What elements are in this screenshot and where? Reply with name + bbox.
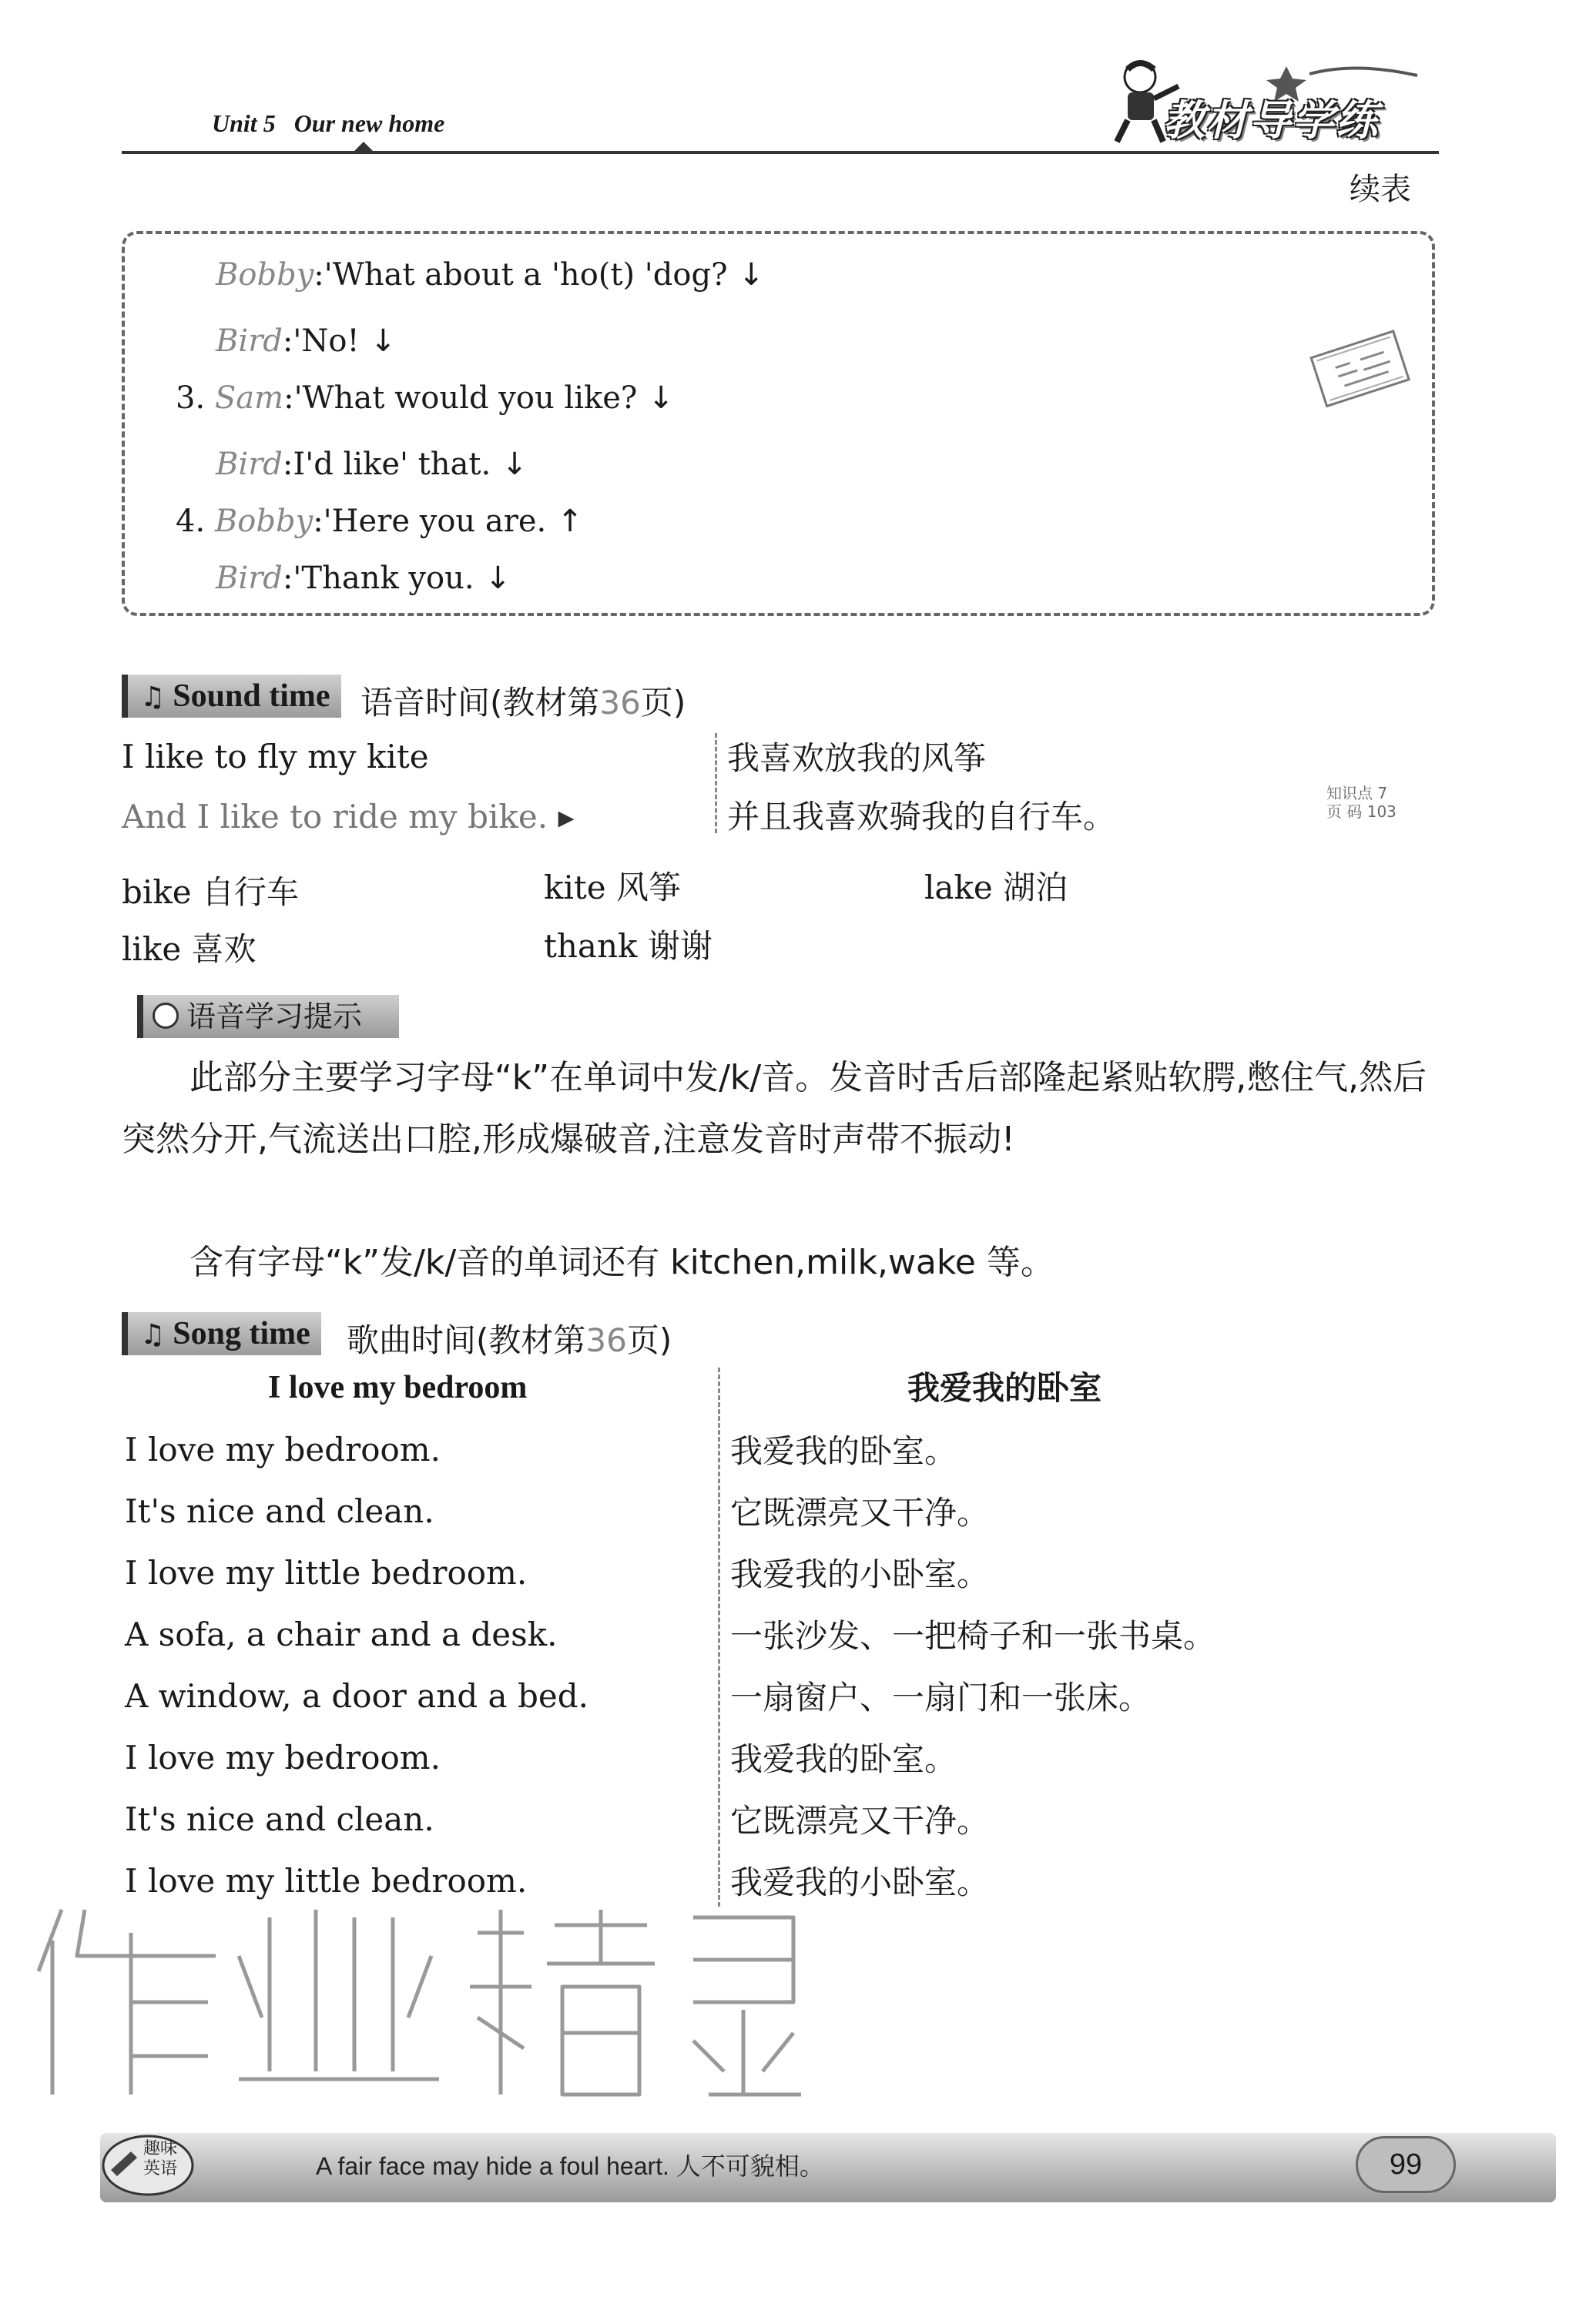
page-ref: 36 [599,684,641,722]
dialogue-line: 3. Sam:'What would you like? ↓ [176,380,674,416]
item-number: 4. [176,504,206,539]
dialogue-line: Bird:'Thank you. ↓ [216,561,511,596]
speech-bubble-icon [153,1003,179,1029]
proverb: A fair face may hide a foul heart. 人不可貌相。 [316,2152,824,2180]
section-tag: ♫ Sound time [122,675,341,718]
watermark [31,1864,816,2110]
section-tag: ♫ Song time [122,1312,321,1355]
dialogue-line: 4. Bobby:'Here you are. ↑ [176,504,583,539]
intonation-arrow-icon: ↓ [648,380,674,416]
intonation-arrow-icon: ↑ [557,504,583,539]
song-en-line: It's nice and clean. [125,1492,434,1530]
unit-header [212,109,444,138]
speaker-name: Bobby [214,504,314,539]
unit-title: Our new home [293,109,445,137]
song-title-en: I love my bedroom [268,1370,528,1405]
sound-cn-line: 并且我喜欢骑我的自行车。 [727,798,1116,836]
song-cn-line: 一扇窗户、一扇门和一张床。 [730,1679,1152,1716]
speaker-name: Sam [214,380,284,416]
sound-en-line: I like to fly my kite [122,738,429,775]
song-en-line: A sofa, a chair and a desk. [125,1616,558,1653]
badge-label: 英语 [143,2159,178,2178]
knowledge-ref [1326,784,1397,821]
song-cn-line: 我爱我的小卧室。 [730,1555,990,1593]
song-en-line: It's nice and clean. [125,1800,434,1838]
brand-title: 教材导学练 [1163,96,1379,145]
song-time-header [122,1312,892,1359]
header-rule-marker [354,142,373,151]
vocab-item: thank 谢谢 [544,927,713,965]
line-text: I'd like' that. [293,447,491,482]
song-cn-line: 它既漂亮又干净。 [730,1802,990,1840]
speaker-name: Bobby [216,257,314,293]
song-en-line: I love my little bedroom. [125,1554,528,1592]
song-title-cn: 我爱我的卧室 [907,1369,1102,1407]
dialogue-line: Bird:'No! ↓ [216,323,397,359]
line-text: 'What would you like? [293,380,638,416]
section-title-cn: 语音时间(教材第36页) [360,684,686,722]
song-cn-line: 它既漂亮又干净。 [730,1494,990,1532]
vocab-item: like 喜欢 [122,930,257,968]
song-cn-line: 我爱我的卧室。 [730,1740,957,1778]
speaker-name: Bird [216,323,283,359]
song-cn-line: 一张沙发、一把椅子和一张书桌。 [730,1617,1216,1655]
intonation-arrow-icon: ↓ [501,447,528,482]
song-en-line: A window, a door and a bed. [125,1677,588,1715]
speaker-name: Bird [216,561,283,596]
brand-logo [1094,55,1433,148]
header-rule [122,151,1439,154]
sound-en-line: And I like to ride my bike. ▸ [122,798,575,836]
song-en-line: I love my bedroom. [125,1431,441,1468]
column-divider [715,733,717,833]
music-note-icon: ♫ [140,1319,166,1351]
vocab-item: lake 湖泊 [924,869,1068,906]
intonation-arrow-icon: ↓ [485,561,511,596]
page-ref: 36 [585,1321,627,1359]
vocab-item: kite 风筝 [544,869,681,906]
knowledge-point-label: 知识点 7 [1326,784,1388,802]
dialogue-line: Bobby:'What about a 'ho(t) 'dog? ↓ [216,257,765,293]
play-triangle-icon: ▸ [558,798,575,836]
line-text: 'No! [293,323,360,359]
page-number: 99 [1356,2136,1456,2193]
song-cn-line: 我爱我的卧室。 [730,1432,957,1470]
tip-title: 语音学习提示 [186,1000,363,1033]
badge-label: 趣味 [143,2139,178,2158]
sound-cn-line: 我喜欢放我的风筝 [727,739,987,777]
line-text: 'Here you are. [323,504,547,539]
speaker-name: Bird [216,447,283,482]
intonation-arrow-icon: ↓ [738,257,765,293]
stamp-icon [1302,323,1417,416]
unit-number: Unit 5 [212,109,276,137]
column-divider [718,1368,720,1907]
line-text: 'Thank you. [293,561,474,596]
dialogue-line: Bird:I'd like' that. ↓ [216,447,528,482]
section-title-cn: 歌曲时间(教材第36页) [347,1321,672,1359]
song-en-line: I love my bedroom. [125,1739,441,1776]
song-en-line: I love my little bedroom. [125,1862,528,1900]
music-note-icon: ♫ [140,681,166,713]
sound-time-header [122,675,892,722]
intonation-arrow-icon: ↓ [370,323,397,359]
vocab-item: bike 自行车 [122,873,299,911]
tip-header [137,995,399,1038]
fun-english-badge [100,2125,200,2202]
song-cn-line: 我爱我的小卧室。 [730,1864,990,1901]
knowledge-page-label: 页 码 103 [1326,802,1397,821]
tip-paragraph: 此部分主要学习字母“k”在单词中发/k/音。发音时舌后部隆起紧贴软腭,憋住气,然后突然分开,气流送出口腔,形成爆破音,注意发音时声带不振动! [122,1058,1427,1159]
continued-label: 续表 [1350,172,1411,207]
line-text: 'What about a 'ho(t) 'dog? [324,257,728,293]
tip-paragraph: 含有字母“k”发/k/音的单词还有 kitchen,milk,wake 等。 [189,1243,1055,1282]
item-number: 3. [176,380,206,416]
